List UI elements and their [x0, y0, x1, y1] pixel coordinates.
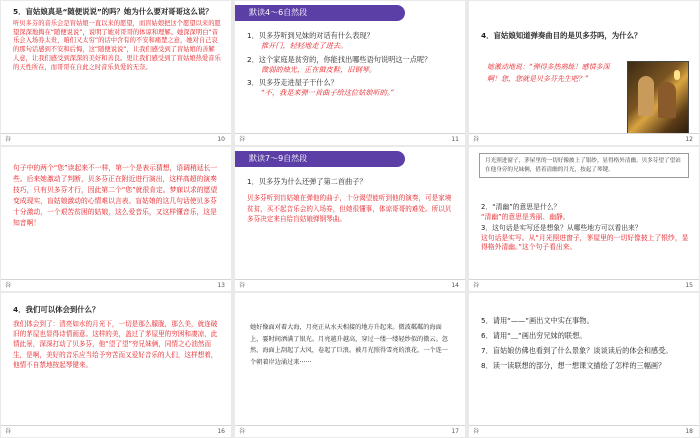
slide-number: 13	[217, 282, 225, 289]
question-3: 3．贝多芬走进屋子干什么？	[247, 78, 338, 88]
slide-footer	[1, 133, 231, 145]
slide-number: 14	[451, 282, 459, 289]
slide-number: 17	[451, 428, 459, 435]
answer-2: 微弱的烛光，正在做皮鞋，旧钢琴。	[261, 64, 377, 74]
answer-2: “清幽”的意思是秀丽、幽静。	[481, 212, 570, 221]
slide-13[interactable]	[1, 147, 231, 291]
brand-label: 谷	[5, 136, 12, 143]
question-6: 6．请用“﹏”画出穷兄妹的联想。	[481, 331, 587, 340]
slide-footer	[235, 425, 465, 437]
brand-label: 谷	[5, 282, 12, 289]
question: 5．盲姑娘真是“随便说说”的吗？她为什么要对哥哥这么说？	[13, 7, 213, 16]
section-banner: 默读7～9自然段	[235, 151, 405, 167]
brand-label: 谷	[239, 282, 246, 289]
slide-footer	[235, 279, 465, 291]
question-1: 1．贝多芬听到兄妹的对话有什么表现？	[247, 31, 374, 40]
slide-footer	[1, 279, 231, 291]
slide-11[interactable]	[235, 1, 465, 145]
answer-3: 这句话是实写。从“月光照进窗子，茅屋里的一切好像披上了银纱，显得格外清幽。”这个句子看出来。	[481, 233, 689, 251]
slide-number: 10	[217, 136, 225, 143]
beethoven-painting-image	[627, 61, 689, 135]
slide-number: 15	[685, 282, 693, 289]
section-banner: 默读4～6自然段	[235, 5, 405, 21]
slide-12[interactable]	[469, 1, 699, 145]
excerpt-box: 她好像面对着大海，月亮正从水天相接的地方升起来。微波粼粼的海面上，霎时间洒满了银光。月亮越升越高，穿过一缕一缕轻纱似的微云。忽然，海面上刮起了大风，卷起了巨浪。被月光照得雪亮的浪花，一个连一个朝着岸边涌过来······	[245, 319, 455, 371]
slide-number: 11	[451, 136, 459, 143]
slide-17[interactable]	[235, 293, 465, 437]
question: 4．盲姑娘知道弹奏曲目的是贝多芬吗，为什么？	[481, 31, 642, 40]
slide-number: 18	[685, 428, 693, 435]
brand-label: 谷	[473, 136, 480, 143]
slide-15[interactable]	[469, 147, 699, 291]
question-2: 2．这个家庭是贫穷的，你能找出哪些语句说明这一点呢？	[247, 54, 432, 64]
brand-label: 谷	[239, 136, 246, 143]
answer-1: 贝多芬听到盲姑娘在弹他的曲子，十分渴望能听到他的演奏，可是家境贫贫，买不起音乐会的入场券，但她很懂事，体谅哥哥的难处。所以贝多芬决定来自给盲姑娘弹钢琴曲。	[247, 194, 452, 223]
brand-label: 谷	[473, 282, 480, 289]
answer: 我们体会到了：清亮如水的月光下，一切是那么朦胧，那么美，就连破旧的茅屋也显得诗情画意。这样的美，盖过了茅屋里的穷困和凄凉，此情此景，深深打动了贝多芬，他“望了望”穷兄妹俩，同情之心油然而生，是啊，美好的音乐应当给予穷苦而又爱好音乐的人们，这样想着，他情不自禁地按起琴键来。	[13, 320, 218, 369]
slide-10[interactable]	[1, 1, 231, 145]
slide-footer	[469, 425, 699, 437]
brand-label: 谷	[473, 428, 480, 435]
question: 4．我们可以体会到什么？	[13, 305, 100, 314]
answer: 听贝多芬的音乐会是盲姑娘一直以来的愿望，而盲姑娘把这个愿望以来的愿望深深地掏在“随便说说”，说明了她对哥哥的体谅和理解。她深深明白“音乐会入场券太贵，咱们又太穷”的话中含有的不安和痛楚之意，她对自己哀的那句话感到不安和后悔，这“随便说说”，让我们感受到了盲姑娘的善解人意，让我们感受到深深的美好和善良。更让我们感受到了盲姑娘热爱音乐的天性所在，而哥哥在自此之时音乐负爱的无奈。	[13, 20, 221, 71]
question-1: 1．贝多芬为什么还弹了第二首曲子？	[247, 177, 367, 186]
slide-footer	[235, 133, 465, 145]
question-7: 7．盲姑娘仿佛也看到了什么景象？谈谈读后的体会和感受。	[481, 346, 673, 355]
slide-14[interactable]	[235, 147, 465, 291]
slide-footer	[469, 133, 699, 145]
answer: 句子中的两个“您”读起来不一样，第一个是表示猜想，语调稍延长一些。后来她激动了判断，贝多芬正在附近进行演出，这样高超的演奏技巧，只有贝多芬才行，因此第二个“您”就很肯定。梦寐以求的愿望变成现实，盲姑娘激动的心情难以言表。盲姑娘的这几句话使贝多芬十分激动，一个艰苦贫困的姑娘，这么爱音乐，又这样懂音乐，这是知音啊！	[13, 164, 218, 227]
brand-label: 谷	[5, 428, 12, 435]
slide-footer	[1, 425, 231, 437]
slide-number: 12	[685, 136, 693, 143]
answer-3: “不，我是来弹一首曲子给这位姑娘听的。”	[261, 88, 395, 98]
slide-footer	[469, 279, 699, 291]
brand-label: 谷	[239, 428, 246, 435]
answer-1: 推开门，轻轻地走了进去。	[261, 41, 348, 50]
question-5: 5．请用“——”画出文中实在事物。	[481, 316, 594, 325]
question-8: 8．读一读联想的部分，想一想课文描绘了怎样的三幅画？	[481, 361, 666, 370]
question-3: 3．这句话是实写还是想象？从哪些地方可以看出来？	[481, 224, 642, 232]
slide-18[interactable]	[469, 293, 699, 437]
answer: 她激动地说：“弹得多热熟练！感情多深啊！您，您就是贝多芬先生吧？”	[487, 63, 610, 83]
question-2: 2．“清幽”的意思是什么？	[481, 203, 561, 211]
excerpt-box: 月光照进窗子，茅屋里的一切好像披上了银纱。显得格外清幽。贝多芬望了望站在他身旁的兄妹俩，借着清幽的月光，按起了琴键。	[479, 153, 689, 178]
slide-number: 16	[217, 428, 225, 435]
slide-16[interactable]	[1, 293, 231, 437]
